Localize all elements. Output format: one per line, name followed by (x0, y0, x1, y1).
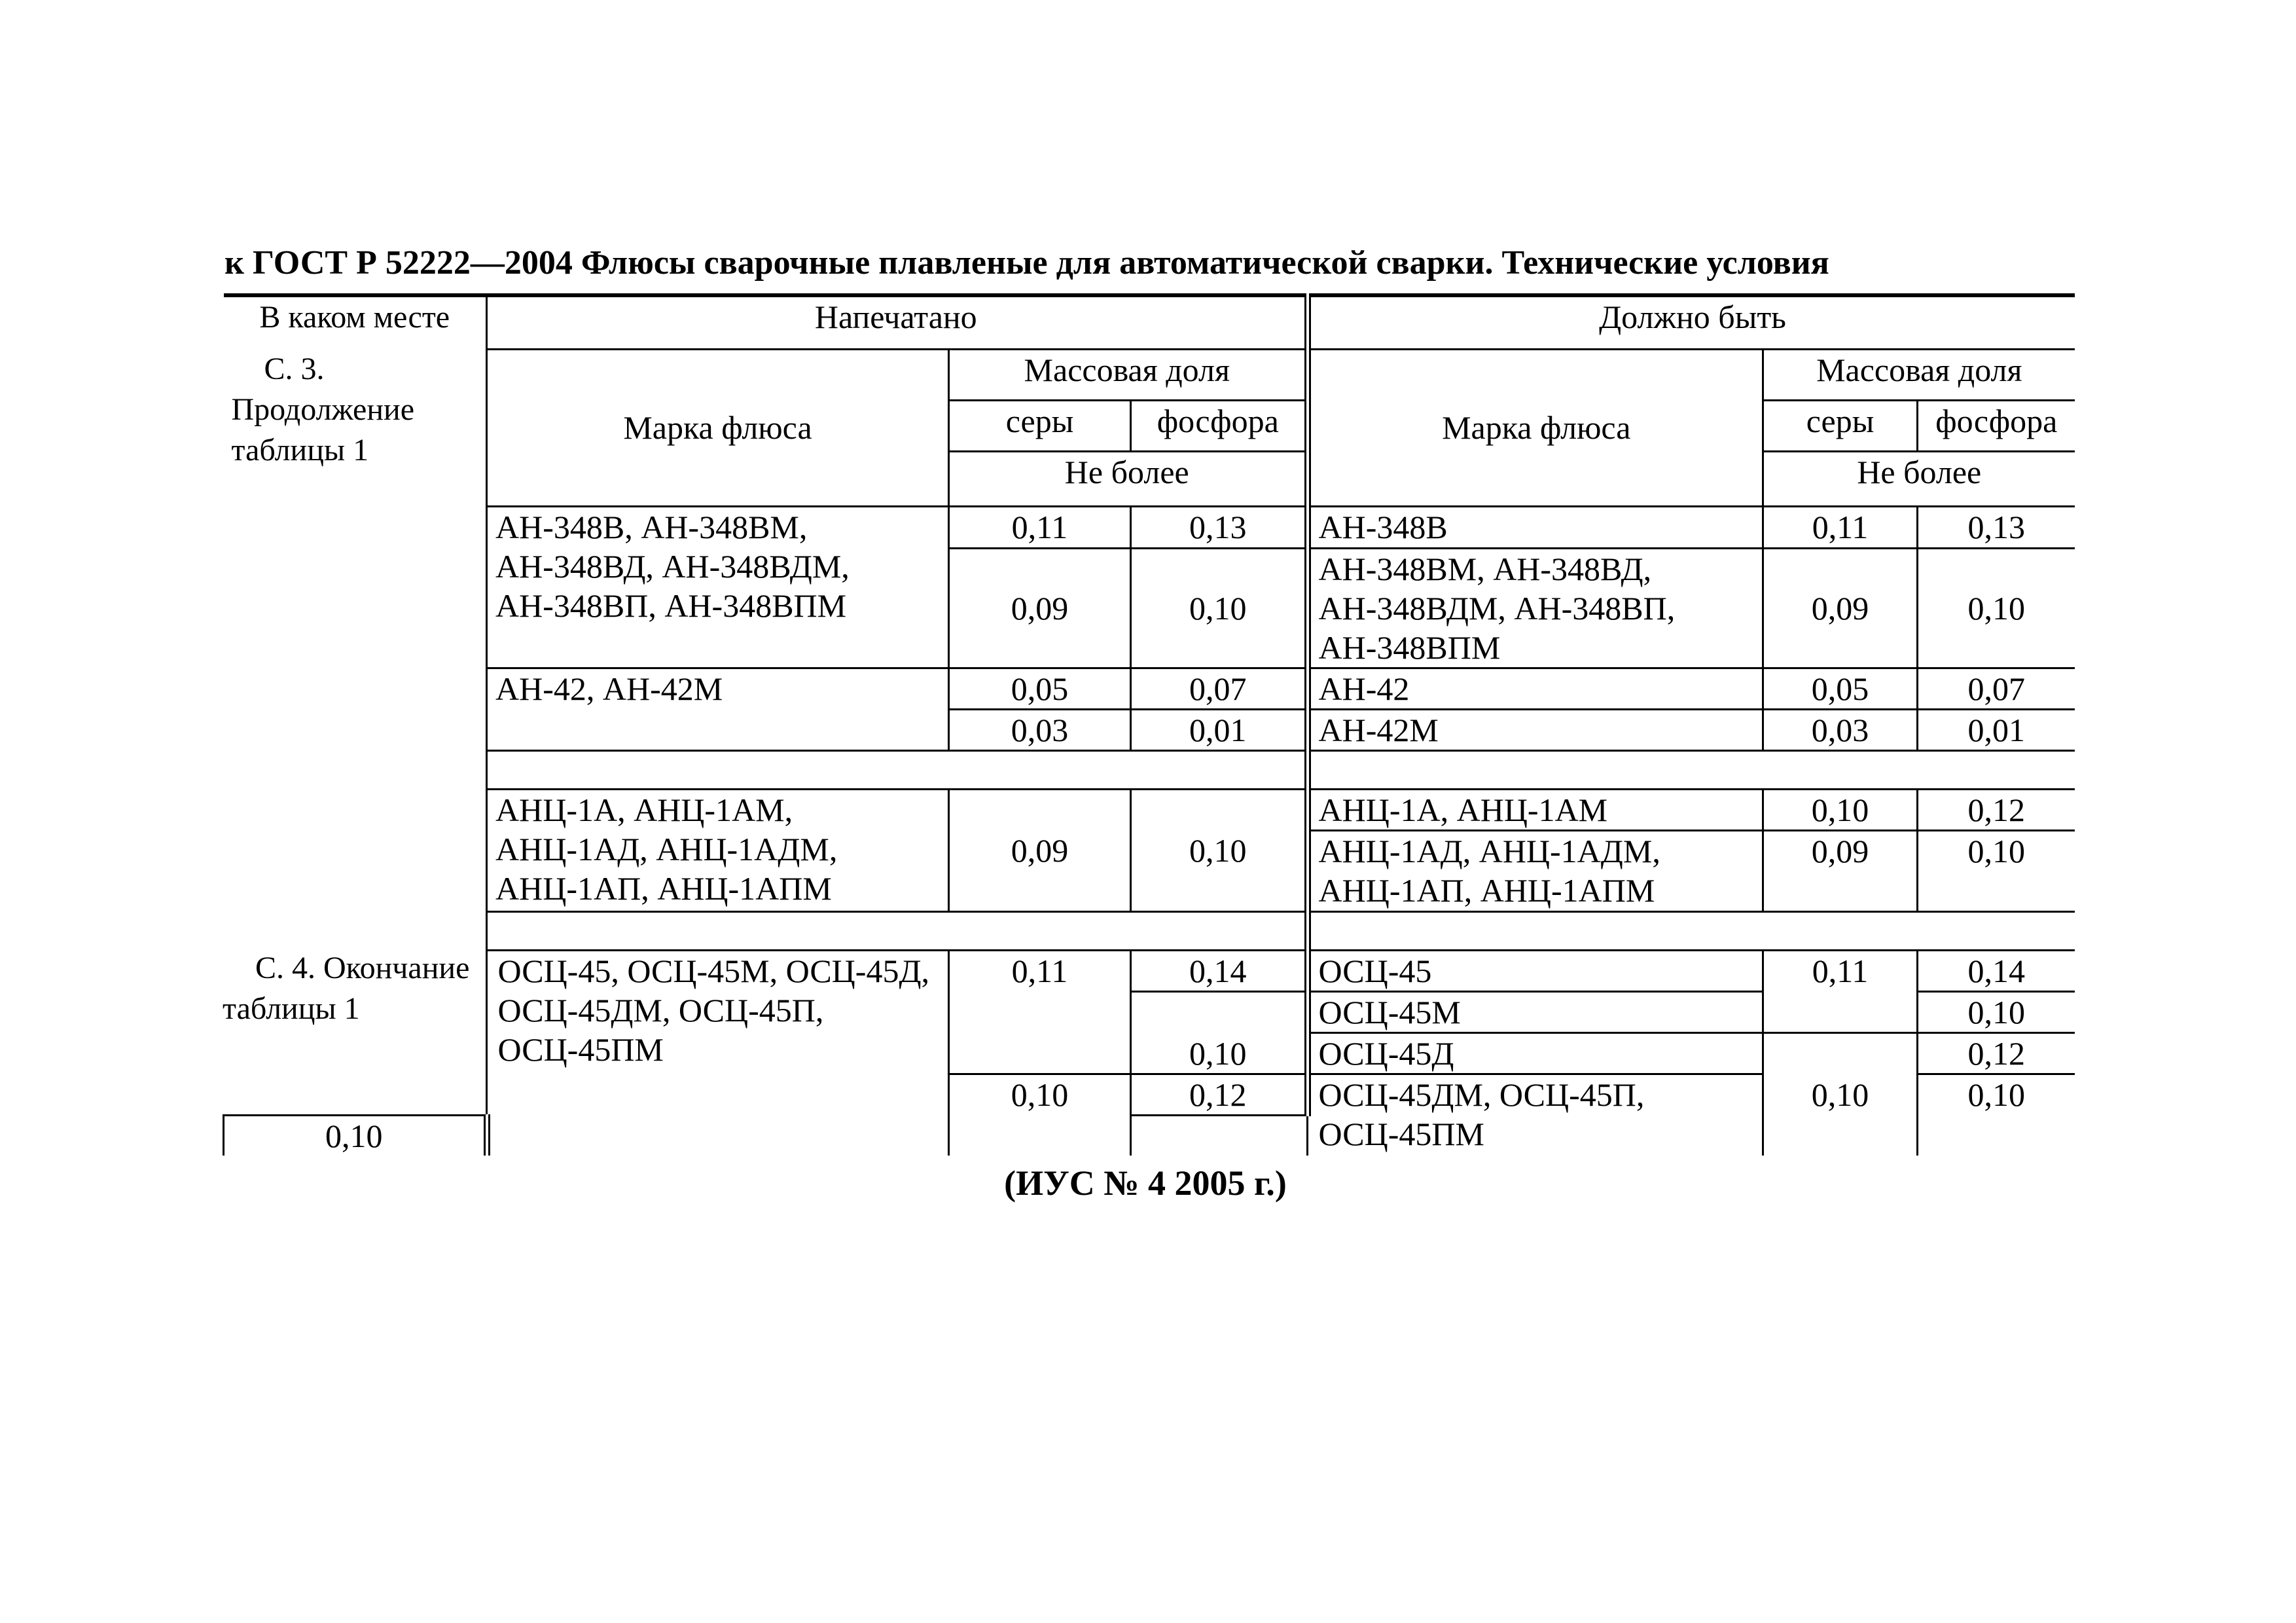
header-row-sub (224, 349, 2075, 400)
header-row-main (224, 295, 2075, 349)
corrected-phosphorus-header: фосфора (1918, 400, 2075, 451)
table-row (224, 789, 2075, 830)
printed-phosphorus-value: 0,12 (1131, 1074, 1308, 1115)
corrected-phosphorus-value: 0,01 (1918, 709, 2075, 750)
corrected-phosphorus-value: 0,12 (1918, 1032, 2075, 1074)
header-place: В каком месте (224, 295, 487, 349)
printed-sulfur-value: 0,09 (949, 789, 1131, 911)
printed-brand-an348: АН-348В, АН-348ВМ, АН-348ВД, АН-348ВДМ, АН-348ВП, АН-348ВПМ (487, 506, 949, 668)
corrected-mass-fraction-header: Массовая доля (1763, 349, 2075, 400)
header-should-be: Должно быть (1308, 295, 2075, 349)
place-cell-p4 (223, 948, 470, 1029)
corrected-brand-an42m: АН-42М (1308, 709, 1763, 750)
printed-spacer-cell (487, 911, 1308, 950)
corrected-brand-an348-rest: АН-348ВМ, АН-348ВД, АН-348ВДМ, АН-348ВП, АН-348ВПМ (1308, 548, 1763, 668)
printed-sulfur-value: 0,05 (949, 668, 1131, 709)
corrected-phosphorus-value: 0,10 (1918, 548, 2075, 668)
corrected-brand-osc45: ОСЦ-45 (1308, 950, 1763, 991)
corrected-brand-osc45d: ОСЦ-45Д (1308, 1032, 1763, 1074)
printed-sulfur-value: 0,03 (949, 709, 1131, 750)
corrected-brand-osc45-rest: ОСЦ-45ДМ, ОСЦ-45П, ОСЦ-45ПМ (1308, 1074, 1763, 1156)
printed-max-header: Не более (949, 451, 1308, 506)
printed-sulfur-value: 0,11 (949, 506, 1131, 548)
printed-phosphorus-value: 0,13 (1131, 506, 1308, 548)
printed-phosphorus-value: 0,01 (1131, 709, 1308, 750)
corrected-phosphorus-value: 0,14 (1918, 950, 2075, 991)
printed-sulfur-header: серы (949, 400, 1131, 451)
corrected-brand-an348v: АН-348В (1308, 506, 1763, 548)
corrected-phosphorus-value: 0,07 (1918, 668, 2075, 709)
corrected-sulfur-header: серы (1763, 400, 1918, 451)
printed-phosphorus-value: 0,10 (224, 1115, 487, 1156)
printed-phosphorus-value: 0,07 (1131, 668, 1308, 709)
corrected-brand-an42: АН-42 (1308, 668, 1763, 709)
corrected-sulfur-value: 0,05 (1763, 668, 1918, 709)
printed-phosphorus-value: 0,10 (1131, 991, 1308, 1074)
corrected-brand-anc1: АНЦ-1А, АНЦ-1АМ (1308, 789, 1763, 830)
printed-sulfur-value: 0,09 (949, 548, 1131, 668)
corrected-phosphorus-value: 0,10 (1918, 991, 2075, 1032)
corrected-brand-header: Марка флюса (1308, 349, 1763, 506)
printed-brand-osc: ОСЦ-45, ОСЦ-45М, ОСЦ-45Д, ОСЦ-45ДМ, ОСЦ-45П, ОСЦ-45ПМ (487, 950, 949, 1156)
corrected-sulfur-value: 0,09 (1763, 548, 1918, 668)
corrected-phosphorus-value: 0,12 (1918, 789, 2075, 830)
printed-brand-an42: АН-42, АН-42М (487, 668, 949, 750)
corrected-phosphorus-value: 0,10 (1918, 1074, 2075, 1156)
corrected-sulfur-value: 0,11 (1763, 506, 1918, 548)
printed-phosphorus-value: 0,14 (1131, 950, 1308, 991)
corrected-phosphorus-value: 0,10 (1918, 830, 2075, 911)
table-row (224, 668, 2075, 709)
printed-phosphorus-value: 0,10 (1131, 548, 1308, 668)
place-cell-p3 (224, 349, 487, 506)
printed-phosphorus-header: фосфора (1131, 400, 1308, 451)
corrected-sulfur-value: 0,11 (1763, 950, 1918, 1032)
spacer-row (224, 750, 2075, 789)
corrected-sulfur-value: 0,10 (1763, 1032, 1918, 1156)
corrected-sulfur-value: 0,09 (1763, 830, 1918, 911)
place-p4: С. 4. Окончание таблицы 1 (223, 951, 470, 1026)
header-printed: Напечатано (487, 295, 1308, 349)
corrected-max-header: Не более (1763, 451, 2075, 506)
printed-phosphorus-value: 0,10 (1131, 789, 1308, 911)
corrected-brand-anc2: АНЦ-1АД, АНЦ-1АДМ, АНЦ-1АП, АНЦ-1АПМ (1308, 830, 1763, 911)
footer-note: (ИУС № 4 2005 г.) (1004, 1163, 1287, 1203)
table-row (224, 950, 2075, 991)
printed-brand-header: Марка флюса (487, 349, 949, 506)
printed-sulfur-value: 0,11 (949, 950, 1131, 1074)
printed-spacer-cell (487, 750, 1308, 789)
printed-brand-anc: АНЦ-1А, АНЦ-1АМ, АНЦ-1АД, АНЦ-1АДМ, АНЦ-1АП, АНЦ-1АПМ (487, 789, 949, 911)
amendment-table (223, 293, 2075, 1156)
table-row (224, 506, 2075, 548)
corrected-sulfur-value: 0,03 (1763, 709, 1918, 750)
corrected-brand-osc45m: ОСЦ-45М (1308, 991, 1763, 1032)
printed-mass-fraction-header: Массовая доля (949, 349, 1308, 400)
corrected-sulfur-value: 0,10 (1763, 789, 1918, 830)
corrected-spacer-cell (1308, 750, 2075, 789)
corrected-spacer-cell (1308, 911, 2075, 950)
document-title: к ГОСТ Р 52222—2004 Флюсы сварочные плавленые для автоматической сварки. Технические условия (224, 244, 1829, 282)
place-p3: С. 3. Продолжение таблицы 1 (231, 352, 415, 467)
corrected-phosphorus-value: 0,13 (1918, 506, 2075, 548)
printed-sulfur-value: 0,10 (949, 1074, 1131, 1156)
spacer-row (224, 911, 2075, 950)
